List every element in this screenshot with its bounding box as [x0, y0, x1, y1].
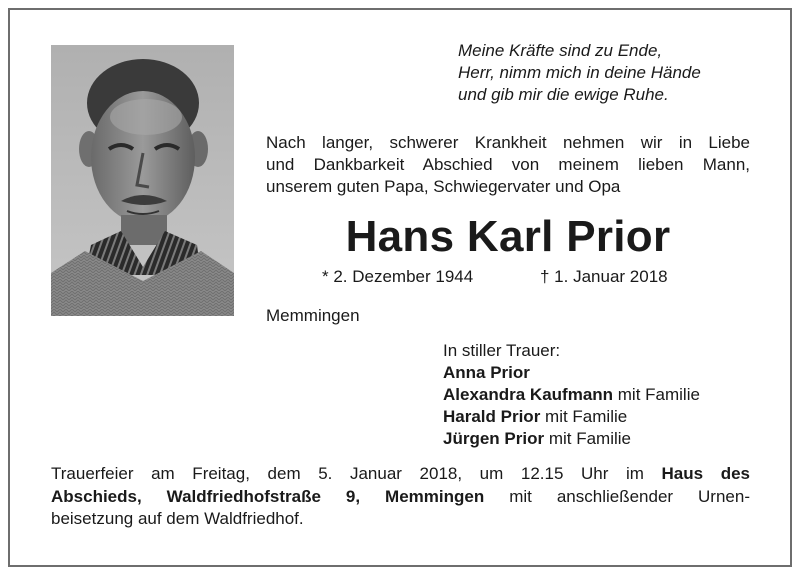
- mourner-suffix: mit Familie: [613, 385, 700, 404]
- intro-line: und Dankbarkeit Abschied von meinem lieben Mann,: [266, 155, 750, 174]
- mourner: [443, 384, 763, 406]
- mourner-name: Anna Prior: [443, 363, 530, 382]
- mourners-heading: In stiller Trauer:: [443, 341, 561, 360]
- mourner-name: Harald Prior: [443, 407, 541, 426]
- birth-date: * 2. Dezember 1944: [322, 267, 474, 286]
- funeral-text: mit anschließender Urnen-: [484, 486, 750, 506]
- poem-line: und gib mir die ewige Ruhe.: [458, 85, 669, 104]
- poem: [458, 40, 768, 106]
- mourner-suffix: mit Familie: [544, 429, 631, 448]
- mourners-list: [443, 340, 763, 450]
- intro-text: [266, 132, 750, 198]
- portrait-photo: [51, 45, 234, 316]
- mourner-name: Jürgen Prior: [443, 429, 545, 448]
- intro-line: unserem guten Papa, Schwiegervater und Opa: [266, 177, 621, 196]
- mourner: [443, 362, 763, 384]
- funeral-address: Abschieds, Waldfriedhofstraße 9, Memmingen: [51, 486, 485, 506]
- mourner-suffix: mit Familie: [540, 407, 628, 426]
- deceased-name: Hans Karl Prior: [345, 212, 671, 261]
- poem-line: Meine Kräfte sind zu Ende,: [458, 41, 663, 60]
- funeral-line: beisetzung auf dem Waldfriedhof.: [51, 509, 304, 528]
- funeral-location: Haus des: [661, 464, 750, 483]
- mourner: [443, 406, 763, 428]
- intro-line: Nach langer, schwerer Krankheit nehmen wir in Liebe: [266, 133, 750, 152]
- place: Memmingen: [266, 306, 360, 325]
- funeral-line: [51, 486, 750, 509]
- funeral-notice: [51, 463, 750, 531]
- poem-line: Herr, nimm mich in deine Hände: [458, 63, 701, 82]
- mourner-name: Alexandra Kaufmann: [443, 385, 614, 404]
- death-date: † 1. Januar 2018: [540, 267, 668, 286]
- mourner: [443, 428, 763, 450]
- funeral-text: Trauerfeier am Freitag, dem 5. Januar 2018, um 12.15 Uhr im: [51, 464, 662, 483]
- funeral-line: [51, 463, 750, 486]
